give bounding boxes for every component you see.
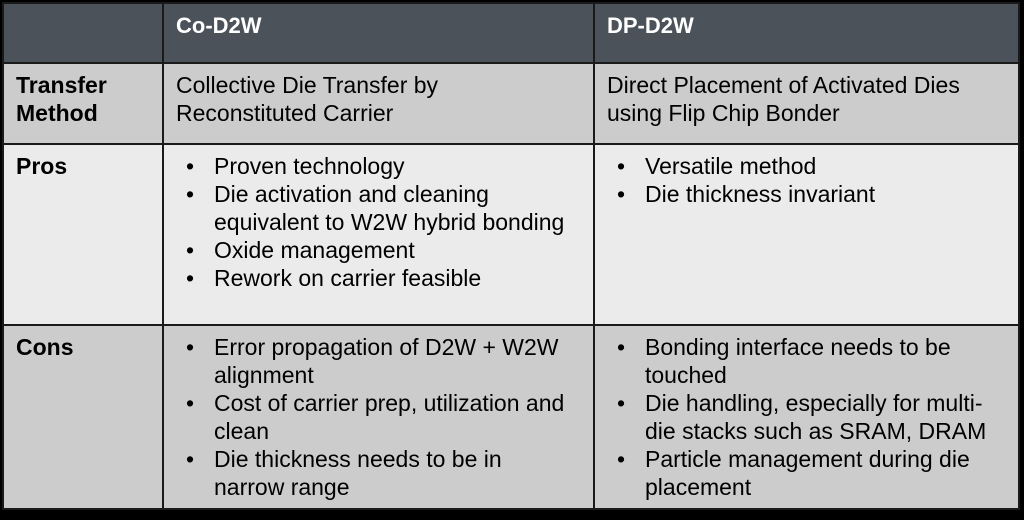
bullet-item: • Die activation and cleaning equivalent to W2W hybrid bonding [176,180,577,236]
cons-co-d2w-bullet-list [176,333,577,501]
cell-cons-co-d2w [163,325,594,509]
bullet-item: • Die thickness invariant [607,180,1002,208]
header-dp-d2w: DP-D2W [594,3,1019,63]
bullet-item: • Rework on carrier feasible [176,264,577,292]
bullet-item: • Error propagation of D2W + W2W alignment [176,333,577,389]
bullet-item: • Die thickness needs to be in narrow range [176,445,577,501]
cell-pros-dp-d2w [594,144,1019,325]
bullet-item: • Bonding interface needs to be touched [607,333,1002,389]
pros-co-d2w-bullet-list [176,152,577,292]
bullet-item: • Cost of carrier prep, utilization and clean [176,389,577,445]
header-row [3,3,1019,63]
row-cons [3,325,1019,509]
cell-cons-dp-d2w [594,325,1019,509]
bullet-item: • Particle management during die placement [607,445,1002,501]
d2w-comparison-table [2,2,1020,510]
bullet-item: • Proven technology [176,152,577,180]
row-label-transfer-method: Transfer Method [3,63,163,144]
header-corner-cell [3,3,163,63]
cell-pros-co-d2w [163,144,594,325]
cons-dp-d2w-bullet-list [607,333,1002,501]
row-pros [3,144,1019,325]
row-transfer-method [3,63,1019,144]
row-label-pros: Pros [3,144,163,325]
header-co-d2w: Co-D2W [163,3,594,63]
pros-dp-d2w-bullet-list [607,152,1002,208]
bullet-item: • Oxide management [176,236,577,264]
cell-transfer-dp-d2w: Direct Placement of Activated Dies using Flip Chip Bonder [594,63,1019,144]
bullet-item: • Die handling, especially for multi-die stacks such as SRAM, DRAM [607,389,1002,445]
cell-transfer-co-d2w: Collective Die Transfer by Reconstituted Carrier [163,63,594,144]
row-label-cons: Cons [3,325,163,509]
bullet-item: • Versatile method [607,152,1002,180]
